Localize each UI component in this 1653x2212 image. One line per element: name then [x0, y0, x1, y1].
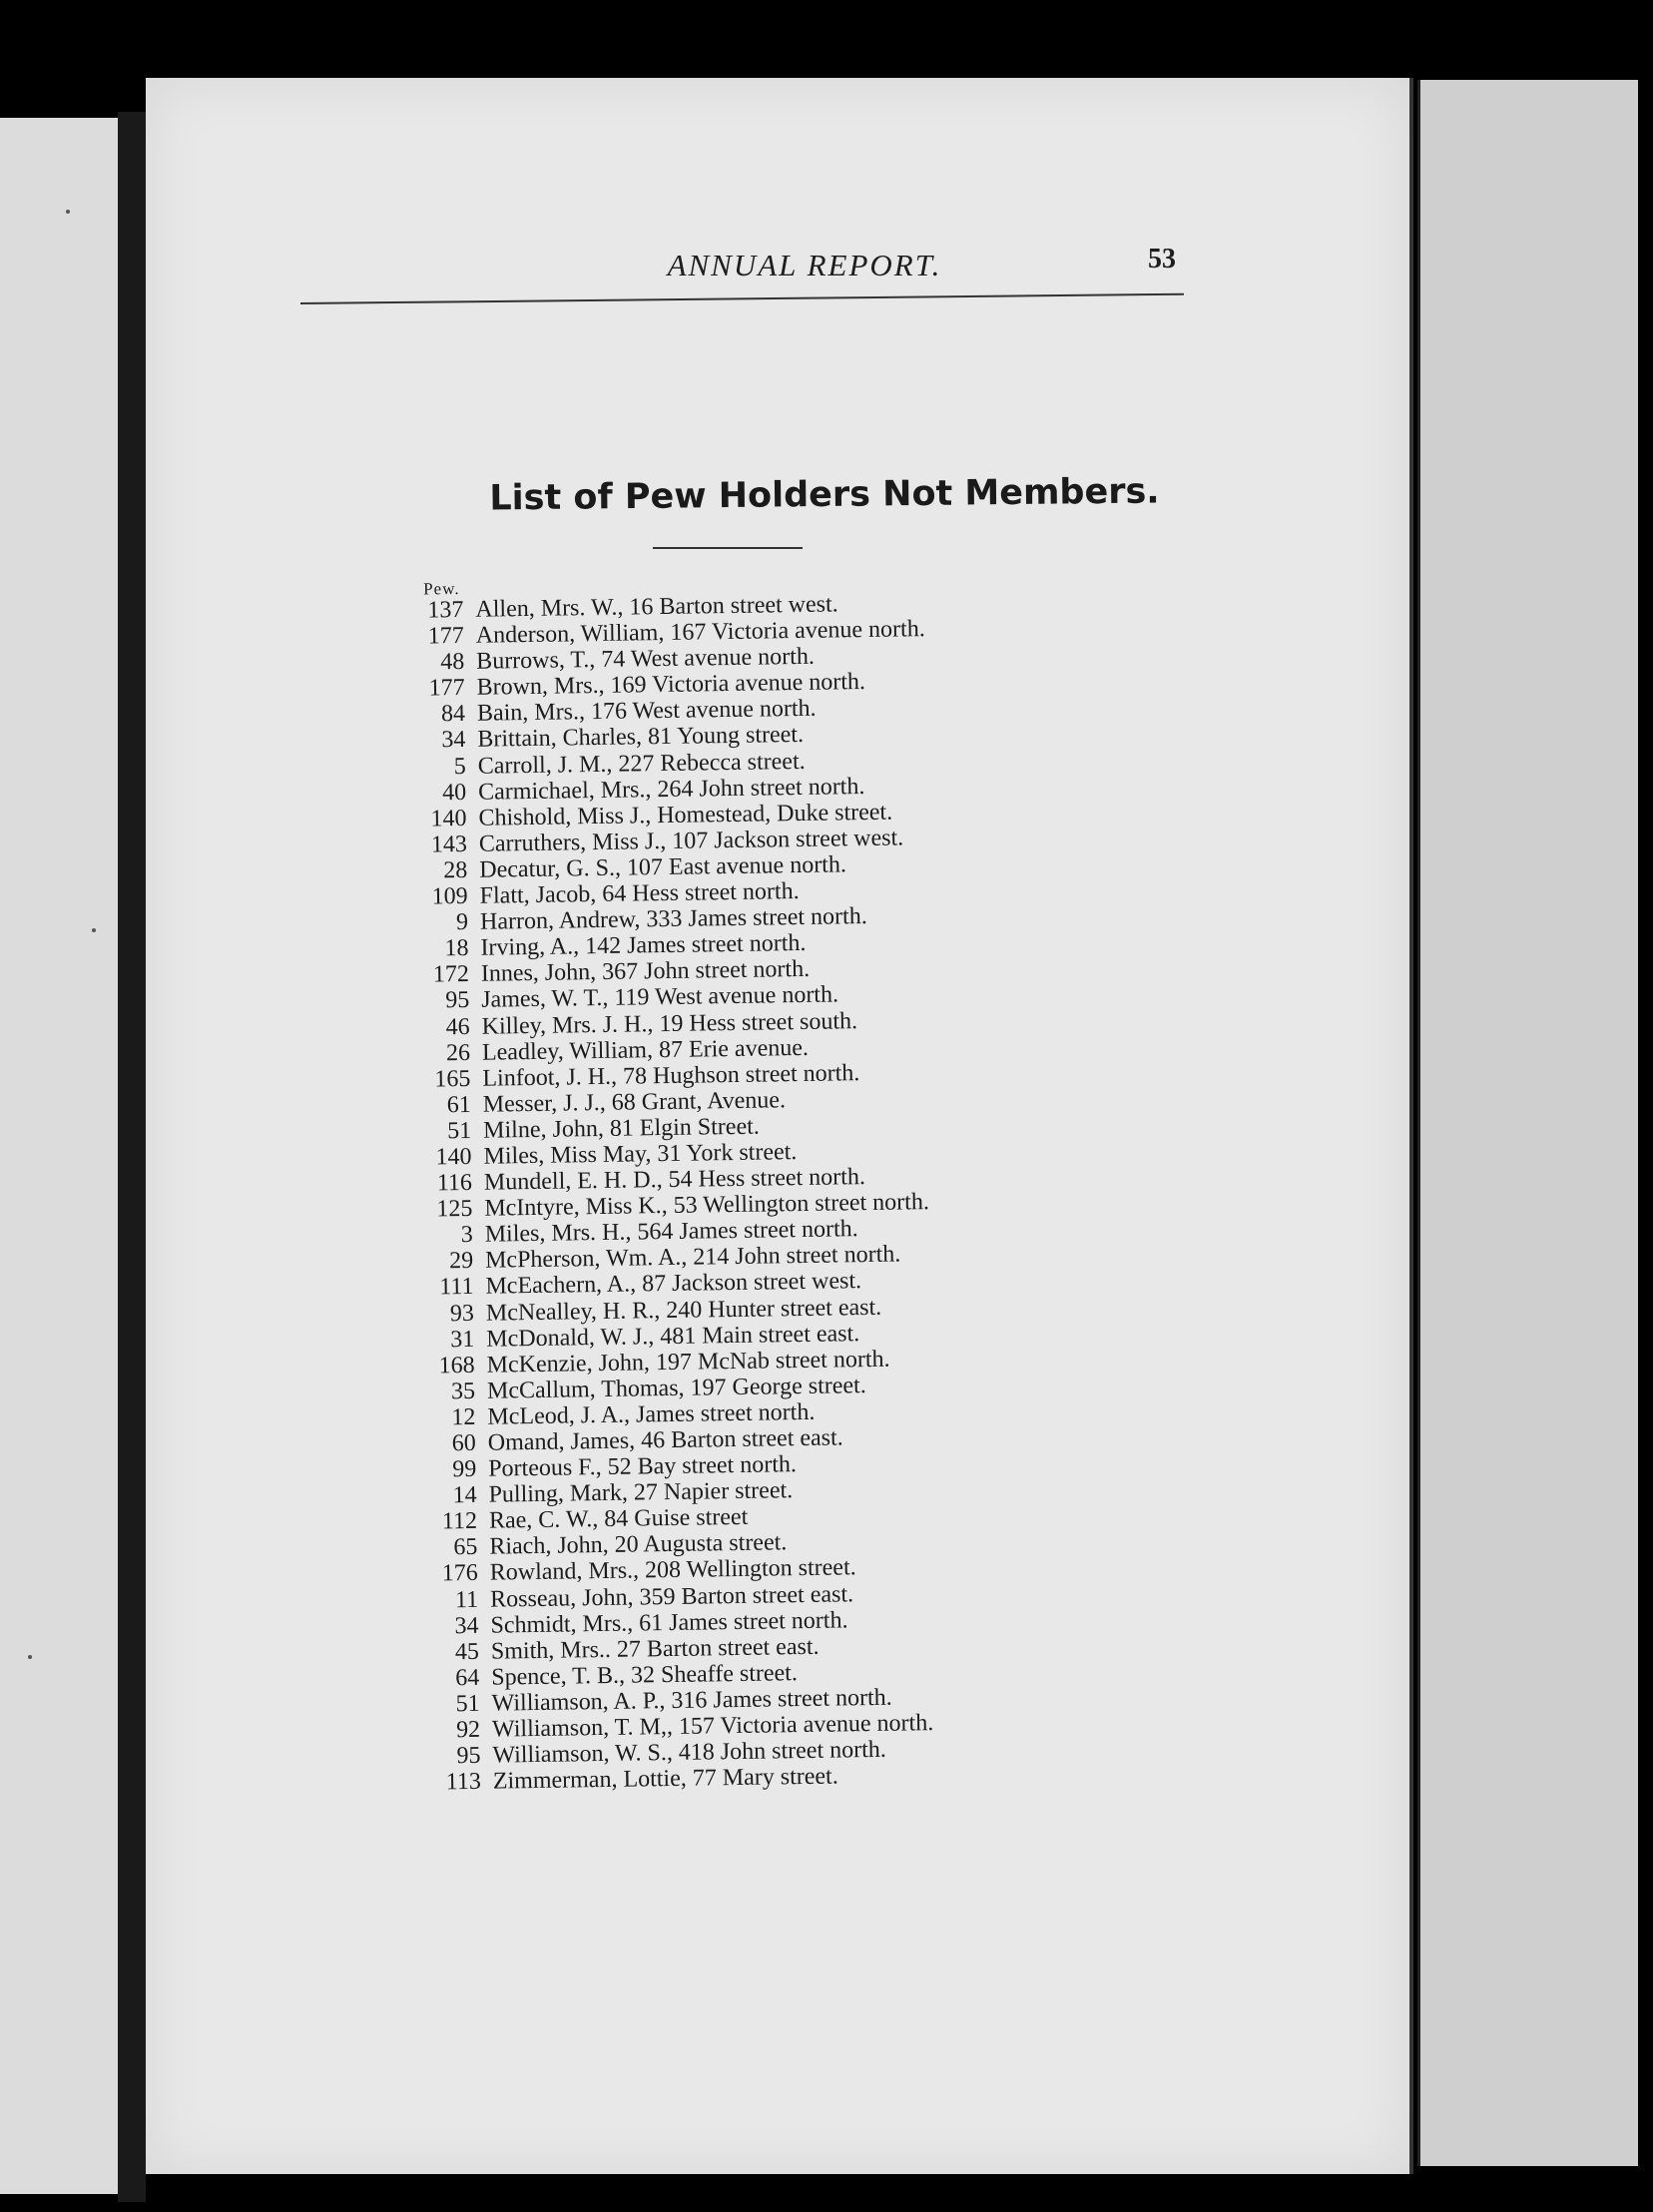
- holder-name-address: Rowland, Mrs., 208 Wellington street.: [489, 1554, 856, 1587]
- pew-holder-list: [393, 568, 1310, 1797]
- pew-number: 40: [441, 779, 467, 806]
- holder-name-address: McPherson, Wm. A., 214 John street north.: [484, 1241, 901, 1275]
- pew-number: 95: [456, 1742, 481, 1770]
- holder-name-address: Williamson, A. P., 316 James street north.: [491, 1684, 892, 1717]
- holder-name-address: Williamson, T. M,, 157 Victoria avenue north.: [491, 1710, 934, 1743]
- holder-name-address: Milne, John, 81 Elgin Street.: [482, 1113, 760, 1144]
- pew-number: 60: [451, 1429, 477, 1457]
- holder-name-address: Carroll, J. M., 227 Rebecca street.: [477, 748, 806, 780]
- pew-number: 113: [445, 1769, 482, 1796]
- holder-name-address: McCallum, Thomas, 197 George street.: [486, 1372, 866, 1404]
- holder-name-address: Harron, Andrew, 333 James street north.: [479, 903, 867, 935]
- pew-number: 9: [455, 909, 469, 936]
- holder-name-address: McDonald, W. J., 481 Main street east.: [486, 1320, 860, 1353]
- list-title: List of Pew Holders Not Members.: [489, 471, 1160, 519]
- pew-number: 64: [455, 1664, 480, 1692]
- pew-number: 5: [453, 753, 466, 780]
- pew-number: 51: [446, 1117, 472, 1145]
- underlying-page-edge: [1417, 80, 1638, 2166]
- holder-name-address: Killey, Mrs. J. H., 19 Hess street south.: [481, 1007, 858, 1040]
- holder-name-address: McLeod, J. A., James street north.: [487, 1398, 816, 1430]
- holder-name-address: Leadley, William, 87 Erie avenue.: [481, 1034, 810, 1066]
- pew-number: 65: [453, 1534, 478, 1561]
- paper-speck: [28, 1655, 32, 1659]
- holder-name-address: Allen, Mrs. W., 16 Barton street west.: [475, 591, 838, 623]
- holder-name-address: Brown, Mrs., 169 Victoria avenue north.: [476, 669, 866, 702]
- pew-column-heading: Pew.: [422, 579, 460, 599]
- pew-number: 14: [452, 1482, 477, 1509]
- holder-name-address: Omand, James, 46 Barton street east.: [487, 1424, 843, 1456]
- pew-number: 125: [436, 1196, 473, 1223]
- title-divider: [653, 547, 803, 549]
- pew-number: 46: [445, 1013, 470, 1040]
- document-page: [146, 78, 1413, 2174]
- pew-number: 92: [455, 1716, 481, 1744]
- pew-number: 34: [441, 727, 466, 754]
- holder-name-address: Porteous F., 52 Bay street north.: [488, 1451, 798, 1482]
- holder-name-address: Innes, John, 367 John street north.: [480, 956, 811, 988]
- holder-name-address: Flatt, Jacob, 64 Hess street north.: [479, 878, 800, 909]
- holder-name-address: Anderson, William, 167 Victoria avenue north.: [475, 616, 925, 649]
- header-rule: [300, 293, 1184, 304]
- holder-name-address: Smith, Mrs.. 27 Barton street east.: [490, 1633, 820, 1665]
- holder-name-address: McKenzie, John, 197 McNab street north.: [486, 1346, 890, 1379]
- holder-name-address: Messer, J. J., 68 Grant, Avenue.: [482, 1087, 787, 1118]
- holder-name-address: Mundell, E. H. D., 54 Hess street north.: [483, 1164, 866, 1196]
- holder-name-address: McEachern, A., 87 Jackson street west.: [485, 1268, 862, 1301]
- pew-number: 116: [436, 1169, 473, 1197]
- left-page-edge: [0, 118, 118, 2194]
- pew-number: 26: [445, 1039, 471, 1066]
- paper-speck: [92, 928, 96, 932]
- holder-name-address: Miles, Mrs. H., 564 James street north.: [484, 1216, 858, 1248]
- pew-number: 143: [430, 830, 468, 858]
- book-spine: [118, 112, 146, 2202]
- holder-name-address: James, W. T., 119 West avenue north.: [481, 981, 839, 1014]
- pew-number: 111: [439, 1274, 474, 1301]
- holder-name-address: Miles, Miss May, 31 York street.: [483, 1139, 798, 1170]
- pew-number: 3: [460, 1222, 473, 1249]
- holder-name-address: McNealley, H. R., 240 Hunter street east.: [485, 1294, 882, 1327]
- pew-number: 35: [450, 1378, 476, 1405]
- pew-number: 177: [427, 623, 465, 650]
- pew-number: 29: [448, 1248, 474, 1275]
- pew-number: 168: [438, 1352, 475, 1380]
- pew-number: 93: [449, 1300, 475, 1327]
- holder-name-address: Rae, C. W., 84 Guise street: [488, 1504, 749, 1534]
- holder-name-address: Burrows, T., 74 West avenue north.: [476, 643, 816, 675]
- holder-name-address: Chishold, Miss J., Homestead, Duke street.: [478, 799, 893, 831]
- running-header: ANNUAL REPORT.: [667, 248, 942, 282]
- pew-number: 51: [455, 1690, 480, 1718]
- pew-number: 99: [452, 1455, 477, 1483]
- pew-number: 140: [435, 1143, 472, 1171]
- pew-number: 165: [434, 1065, 471, 1093]
- pew-number: 172: [432, 961, 470, 988]
- pew-number: 28: [443, 856, 468, 884]
- holder-name-address: Irving, A., 142 James street north.: [480, 930, 807, 961]
- pew-number: 176: [441, 1560, 478, 1587]
- holder-name-address: Pulling, Mark, 27 Napier street.: [488, 1477, 794, 1508]
- page-number: 53: [1148, 244, 1176, 275]
- paper-speck: [66, 210, 70, 214]
- pew-number: 84: [440, 701, 466, 728]
- holder-name-address: Brittain, Charles, 81 Young street.: [477, 722, 805, 754]
- pew-number: 137: [427, 596, 464, 624]
- pew-number: 48: [440, 649, 465, 676]
- holder-name-address: Carruthers, Miss J., 107 Jackson street west.: [478, 825, 904, 857]
- holder-name-address: Schmidt, Mrs., 61 James street north.: [490, 1607, 848, 1639]
- pew-number: 18: [444, 935, 469, 962]
- pew-number: 45: [454, 1638, 480, 1665]
- holder-name-address: Williamson, W. S., 418 John street north.: [492, 1736, 886, 1769]
- pew-number: 34: [454, 1612, 479, 1639]
- pew-number: 11: [454, 1586, 479, 1613]
- pew-number: 12: [451, 1403, 476, 1431]
- holder-name-address: Riach, John, 20 Augusta street.: [489, 1529, 788, 1561]
- holder-name-address: McIntyre, Miss K., 53 Wellington street north.: [484, 1189, 930, 1222]
- pew-number: 31: [450, 1326, 475, 1353]
- holder-name-address: Bain, Mrs., 176 West avenue north.: [476, 696, 817, 728]
- pew-number: 95: [445, 987, 470, 1014]
- holder-name-address: Spence, T. B., 32 Sheaffe street.: [491, 1659, 799, 1691]
- holder-name-address: Rosseau, John, 359 Barton street east.: [489, 1580, 854, 1613]
- holder-name-address: Carmichael, Mrs., 264 John street north.: [477, 773, 865, 806]
- holder-name-address: Decatur, G. S., 107 East avenue north.: [479, 851, 847, 883]
- pew-number: 112: [441, 1508, 478, 1535]
- holder-name-address: Linfoot, J. H., 78 Hughson street north.: [482, 1059, 860, 1092]
- pew-number: 109: [431, 882, 468, 910]
- holder-name-address: Zimmerman, Lottie, 77 Mary street.: [492, 1763, 838, 1795]
- pew-number: 177: [428, 675, 465, 702]
- pew-number: 140: [430, 805, 467, 832]
- pew-number: 61: [446, 1091, 471, 1119]
